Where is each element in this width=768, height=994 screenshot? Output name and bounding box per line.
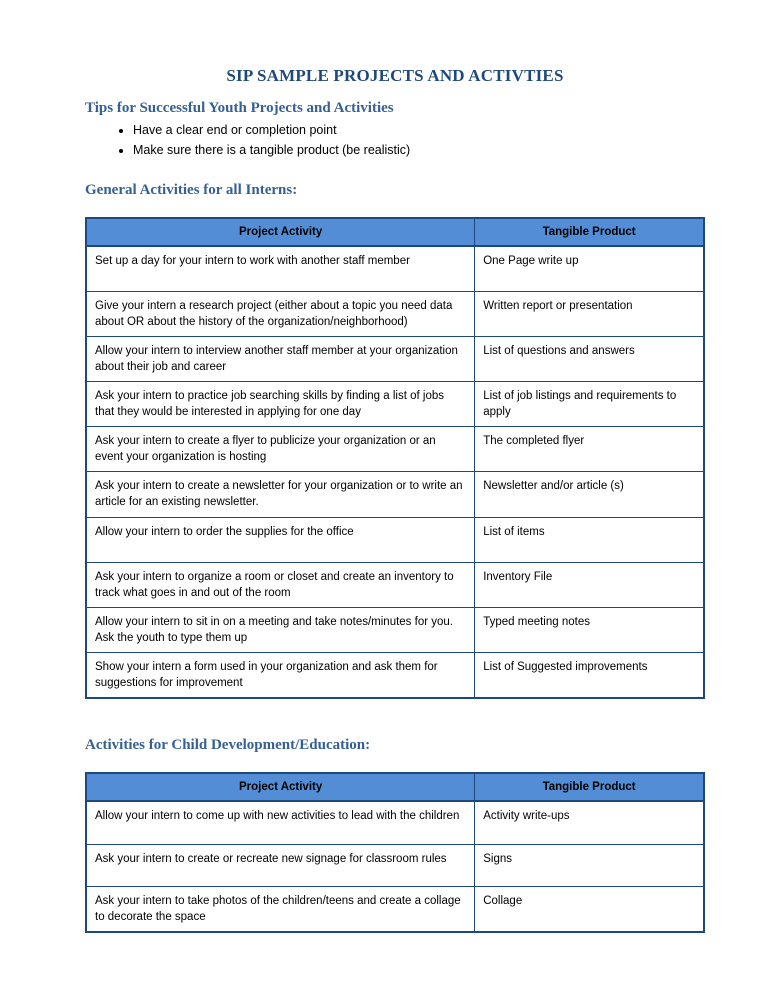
activity-cell: Allow your intern to come up with new activities to lead with the children bbox=[86, 801, 475, 844]
activity-cell: Ask your intern to organize a room or closet and create an inventory to track what goes in and out of the room bbox=[86, 562, 475, 607]
activity-cell: Give your intern a research project (either about a topic you need data about OR about the history of the organization/neighborhood) bbox=[86, 291, 475, 336]
product-cell: The completed flyer bbox=[475, 427, 704, 472]
activity-cell: Ask your intern to practice job searching skills by finding a list of jobs that they would be interested in applying for one day bbox=[86, 381, 475, 426]
section-heading-child-development: Activities for Child Development/Education: bbox=[85, 737, 371, 754]
table-row bbox=[86, 246, 704, 291]
product-cell: One Page write up bbox=[475, 246, 704, 291]
product-cell: List of items bbox=[475, 517, 704, 562]
product-cell: Collage bbox=[475, 886, 704, 932]
table-row bbox=[86, 801, 704, 844]
activity-cell: Ask your intern to take photos of the children/teens and create a collage to decorate the space bbox=[86, 886, 475, 932]
column-header-tangible-product: Tangible Product bbox=[475, 218, 704, 246]
product-cell: Signs bbox=[475, 844, 704, 886]
table-row bbox=[86, 886, 704, 932]
table-row bbox=[86, 844, 704, 886]
product-cell: List of job listings and requirements to apply bbox=[475, 381, 704, 426]
activity-cell: Set up a day for your intern to work with another staff member bbox=[86, 246, 475, 291]
column-header-project-activity: Project Activity bbox=[86, 773, 475, 801]
table-row bbox=[86, 607, 704, 652]
table-row bbox=[86, 381, 704, 426]
tips-list bbox=[133, 123, 705, 158]
activity-cell: Ask your intern to create a newsletter for your organization or to write an article for an existing newsletter. bbox=[86, 472, 475, 517]
activity-cell: Ask your intern to create or recreate new signage for classroom rules bbox=[86, 844, 475, 886]
product-cell: Newsletter and/or article (s) bbox=[475, 472, 704, 517]
product-cell: List of Suggested improvements bbox=[475, 652, 704, 698]
general-activities-table bbox=[85, 217, 705, 699]
table-row bbox=[86, 562, 704, 607]
section-heading-general-activities: General Activities for all Interns: bbox=[85, 182, 298, 198]
table-row bbox=[86, 652, 704, 698]
document-title: SIP SAMPLE PROJECTS AND ACTIVTIES bbox=[226, 66, 564, 85]
column-header-project-activity: Project Activity bbox=[86, 218, 475, 246]
column-header-tangible-product: Tangible Product bbox=[475, 773, 704, 801]
table-row bbox=[86, 472, 704, 517]
activity-cell: Allow your intern to sit in on a meeting and take notes/minutes for you. Ask the youth to type them up bbox=[86, 607, 475, 652]
product-cell: Inventory File bbox=[475, 562, 704, 607]
product-cell: Written report or presentation bbox=[475, 291, 704, 336]
activity-cell: Allow your intern to interview another staff member at your organization about their job and career bbox=[86, 336, 475, 381]
activity-cell: Show your intern a form used in your organization and ask them for suggestions for improvement bbox=[86, 652, 475, 698]
product-cell: List of questions and answers bbox=[475, 336, 704, 381]
product-cell: Activity write-ups bbox=[475, 801, 704, 844]
table-row bbox=[86, 291, 704, 336]
table-row bbox=[86, 427, 704, 472]
table-row bbox=[86, 336, 704, 381]
child-development-table bbox=[85, 772, 705, 933]
table-header-row bbox=[86, 773, 704, 801]
activity-cell: Allow your intern to order the supplies for the office bbox=[86, 517, 475, 562]
tips-heading: Tips for Successful Youth Projects and Activities bbox=[85, 100, 394, 116]
table-header-row bbox=[86, 218, 704, 246]
activity-cell: Ask your intern to create a flyer to publicize your organization or an event your organization is hosting bbox=[86, 427, 475, 472]
tip-item: • Make sure there is a tangible product (be realistic) bbox=[133, 143, 705, 158]
tip-item: • Have a clear end or completion point bbox=[133, 123, 705, 138]
table-row bbox=[86, 517, 704, 562]
product-cell: Typed meeting notes bbox=[475, 607, 704, 652]
